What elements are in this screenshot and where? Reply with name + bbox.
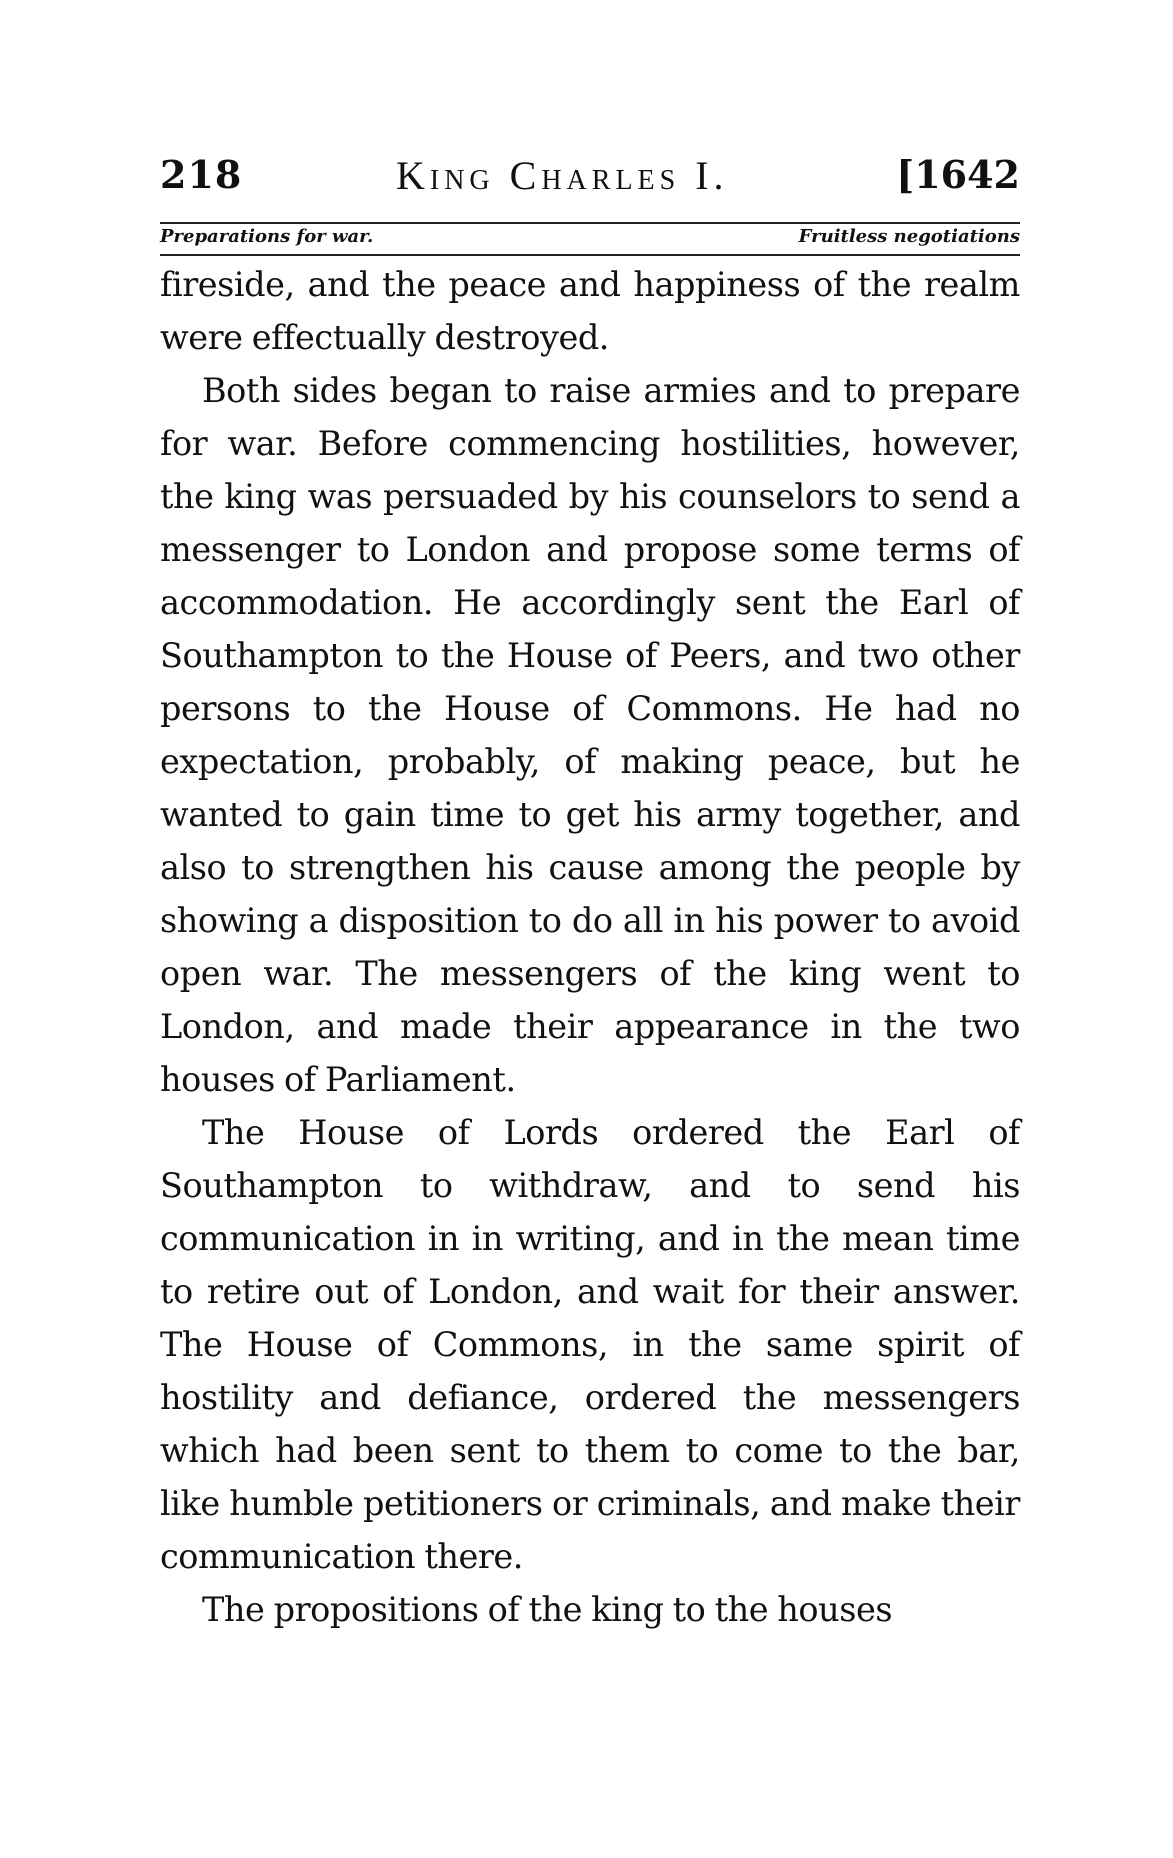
page-header xyxy=(160,148,1020,198)
paragraph: The propositions of the king to the houses xyxy=(202,1590,893,1629)
header-year: [1642 xyxy=(896,152,1020,197)
sidenote-left: Preparations for war. xyxy=(160,226,374,247)
page-number: 218 xyxy=(160,152,243,197)
sidenote-bar xyxy=(160,222,1020,256)
paragraph: Both sides began to raise armies and to prepare for war. Before commencing hostilities, however, the king was persuaded by his counselors to send a messenger to London and propose some terms of accommodation. He accordingly sent the Earl of Southampton to the House of Peers, and two other persons to the House of Commons. He had no expectation, probably, of making peace, but he wanted to gain time to get his army together, and also to strengthen his cause among the people by showing a disposition to do all in his power to avoid open war. The messengers of the king went to London, and made their appearance in the two houses of Parliament. xyxy=(160,371,1020,1099)
body-text xyxy=(160,258,1020,1636)
sidenote-right: Fruitless negotiations xyxy=(798,226,1020,247)
paragraph: The House of Lords ordered the Earl of Southampton to withdraw, and to send his communication in in writing, and in the mean time to retire out of London, and wait for their answer. The House of Commons, in the same spirit of hostility and defiance, ordered the messengers which had been sent to them to come to the bar, like humble petitioners or criminals, and make their communication there. xyxy=(160,1113,1020,1576)
running-title: King Charles I. xyxy=(396,153,729,198)
paragraph-continuation: fireside, and the peace and happiness of the realm were effectually destroyed. xyxy=(160,265,1020,357)
